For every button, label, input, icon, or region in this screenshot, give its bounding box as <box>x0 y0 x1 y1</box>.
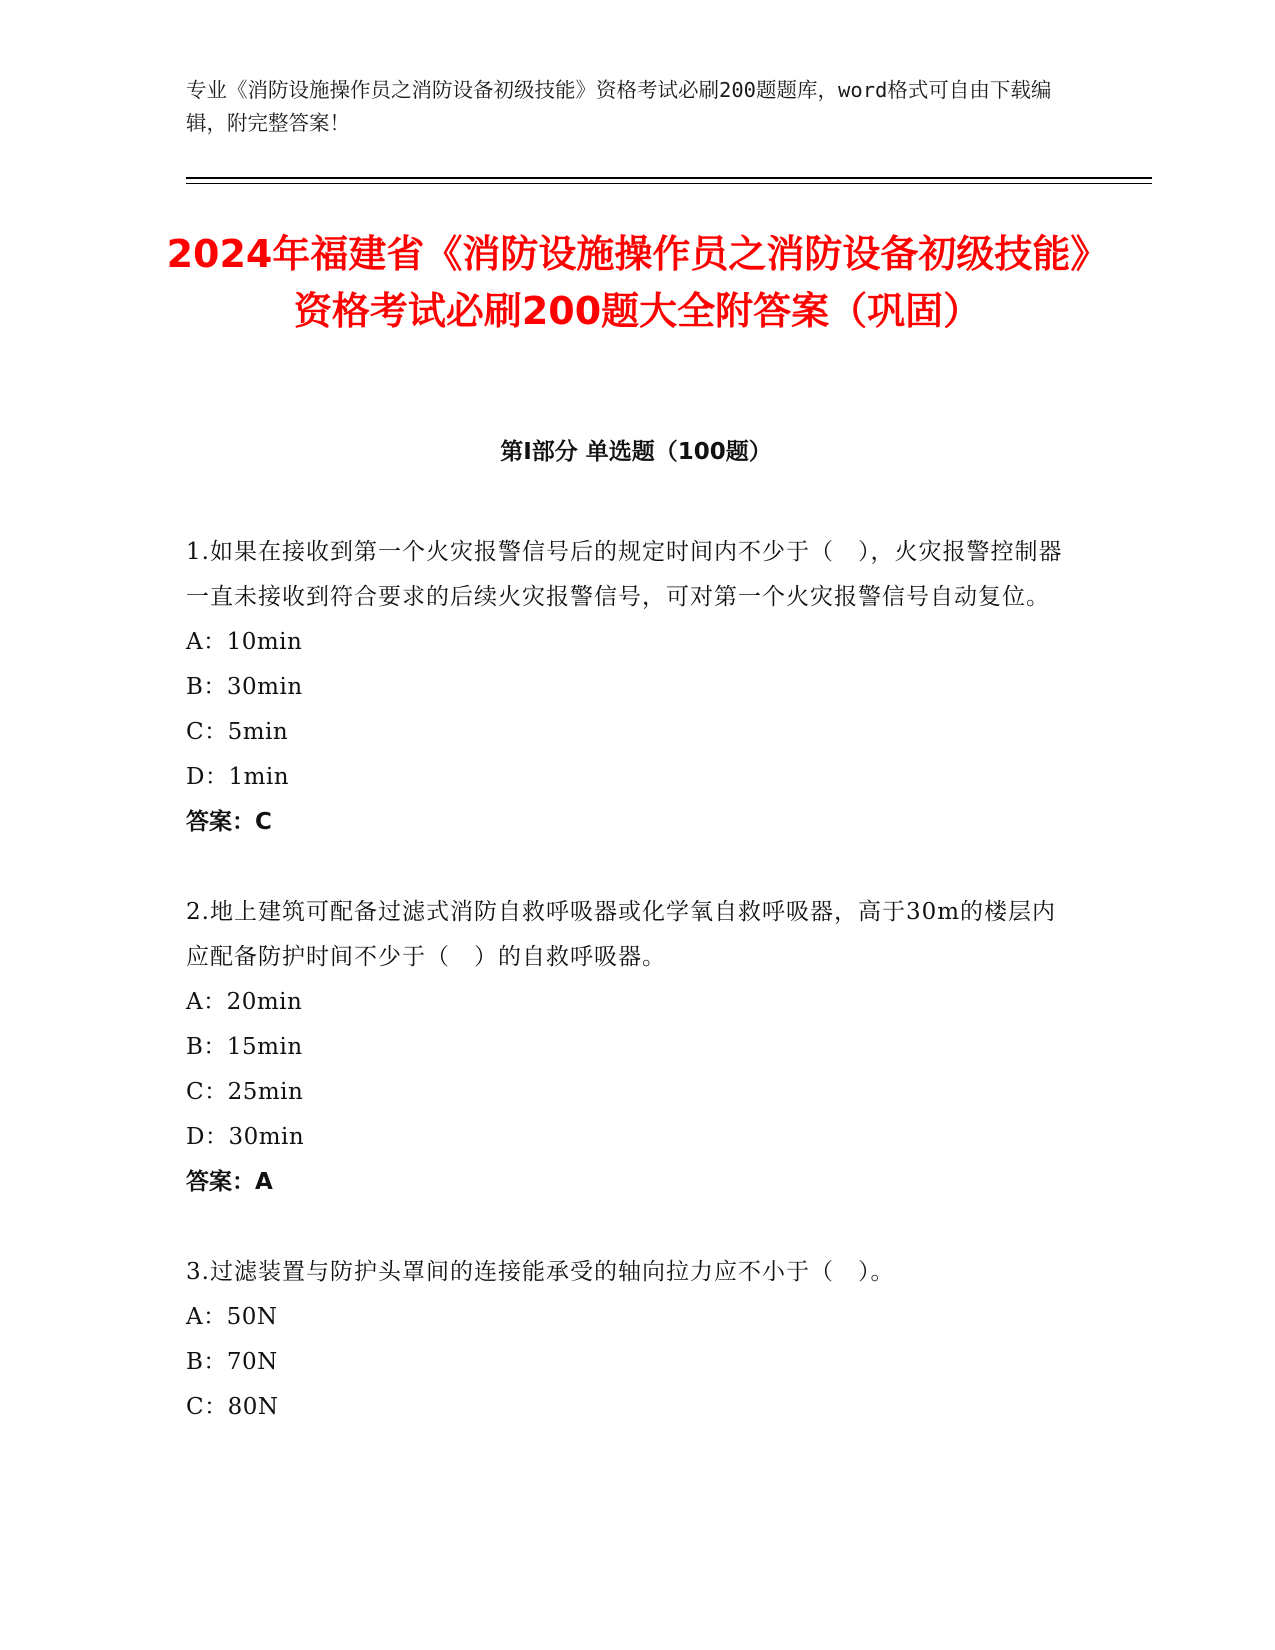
option-b: B：30min <box>186 674 303 700</box>
header-divider-thin <box>186 183 1152 184</box>
question-text: 2.地上建筑可配备过滤式消防自救呼吸器或化学氧自救呼吸器，高于30m的楼层内应配备防护时间不少于（ ）的自救呼吸器。 <box>186 899 1057 970</box>
header-note: 专业《消防设施操作员之消防设备初级技能》资格考试必刷200题题库，word格式可自由下载编辑，附完整答案！ <box>186 78 1052 135</box>
question-list <box>186 530 1066 1475</box>
option-d: D：30min <box>186 1124 305 1150</box>
document-title: 2024年福建省《消防设施操作员之消防设备初级技能》资格考试必刷200题大全附答案（巩固） <box>166 232 1109 333</box>
question-item <box>186 1250 1066 1430</box>
option-a: A：20min <box>186 989 303 1015</box>
answer-label: 答案：C <box>186 809 272 835</box>
header-divider-thick <box>186 177 1152 179</box>
option-c: C：5min <box>186 719 289 745</box>
answer-label: 答案：A <box>186 1169 273 1195</box>
question-text: 3.过滤装置与防护头罩间的连接能承受的轴向拉力应不小于（ ）。 <box>186 1259 895 1285</box>
section-title: 第Ⅰ部分 单选题（100题） <box>500 439 772 465</box>
option-c: C：80N <box>186 1394 279 1420</box>
option-d: D：1min <box>186 764 290 790</box>
question-text: 1.如果在接收到第一个火灾报警信号后的规定时间内不少于（ ），火灾报警控制器一直未接收到符合要求的后续火灾报警信号，可对第一个火灾报警信号自动复位。 <box>186 539 1063 610</box>
option-a: A：50N <box>186 1304 278 1330</box>
option-b: B：70N <box>186 1349 278 1375</box>
question-item <box>186 530 1066 845</box>
question-item <box>186 890 1066 1205</box>
option-b: B：15min <box>186 1034 303 1060</box>
option-c: C：25min <box>186 1079 304 1105</box>
option-a: A：10min <box>186 629 303 655</box>
